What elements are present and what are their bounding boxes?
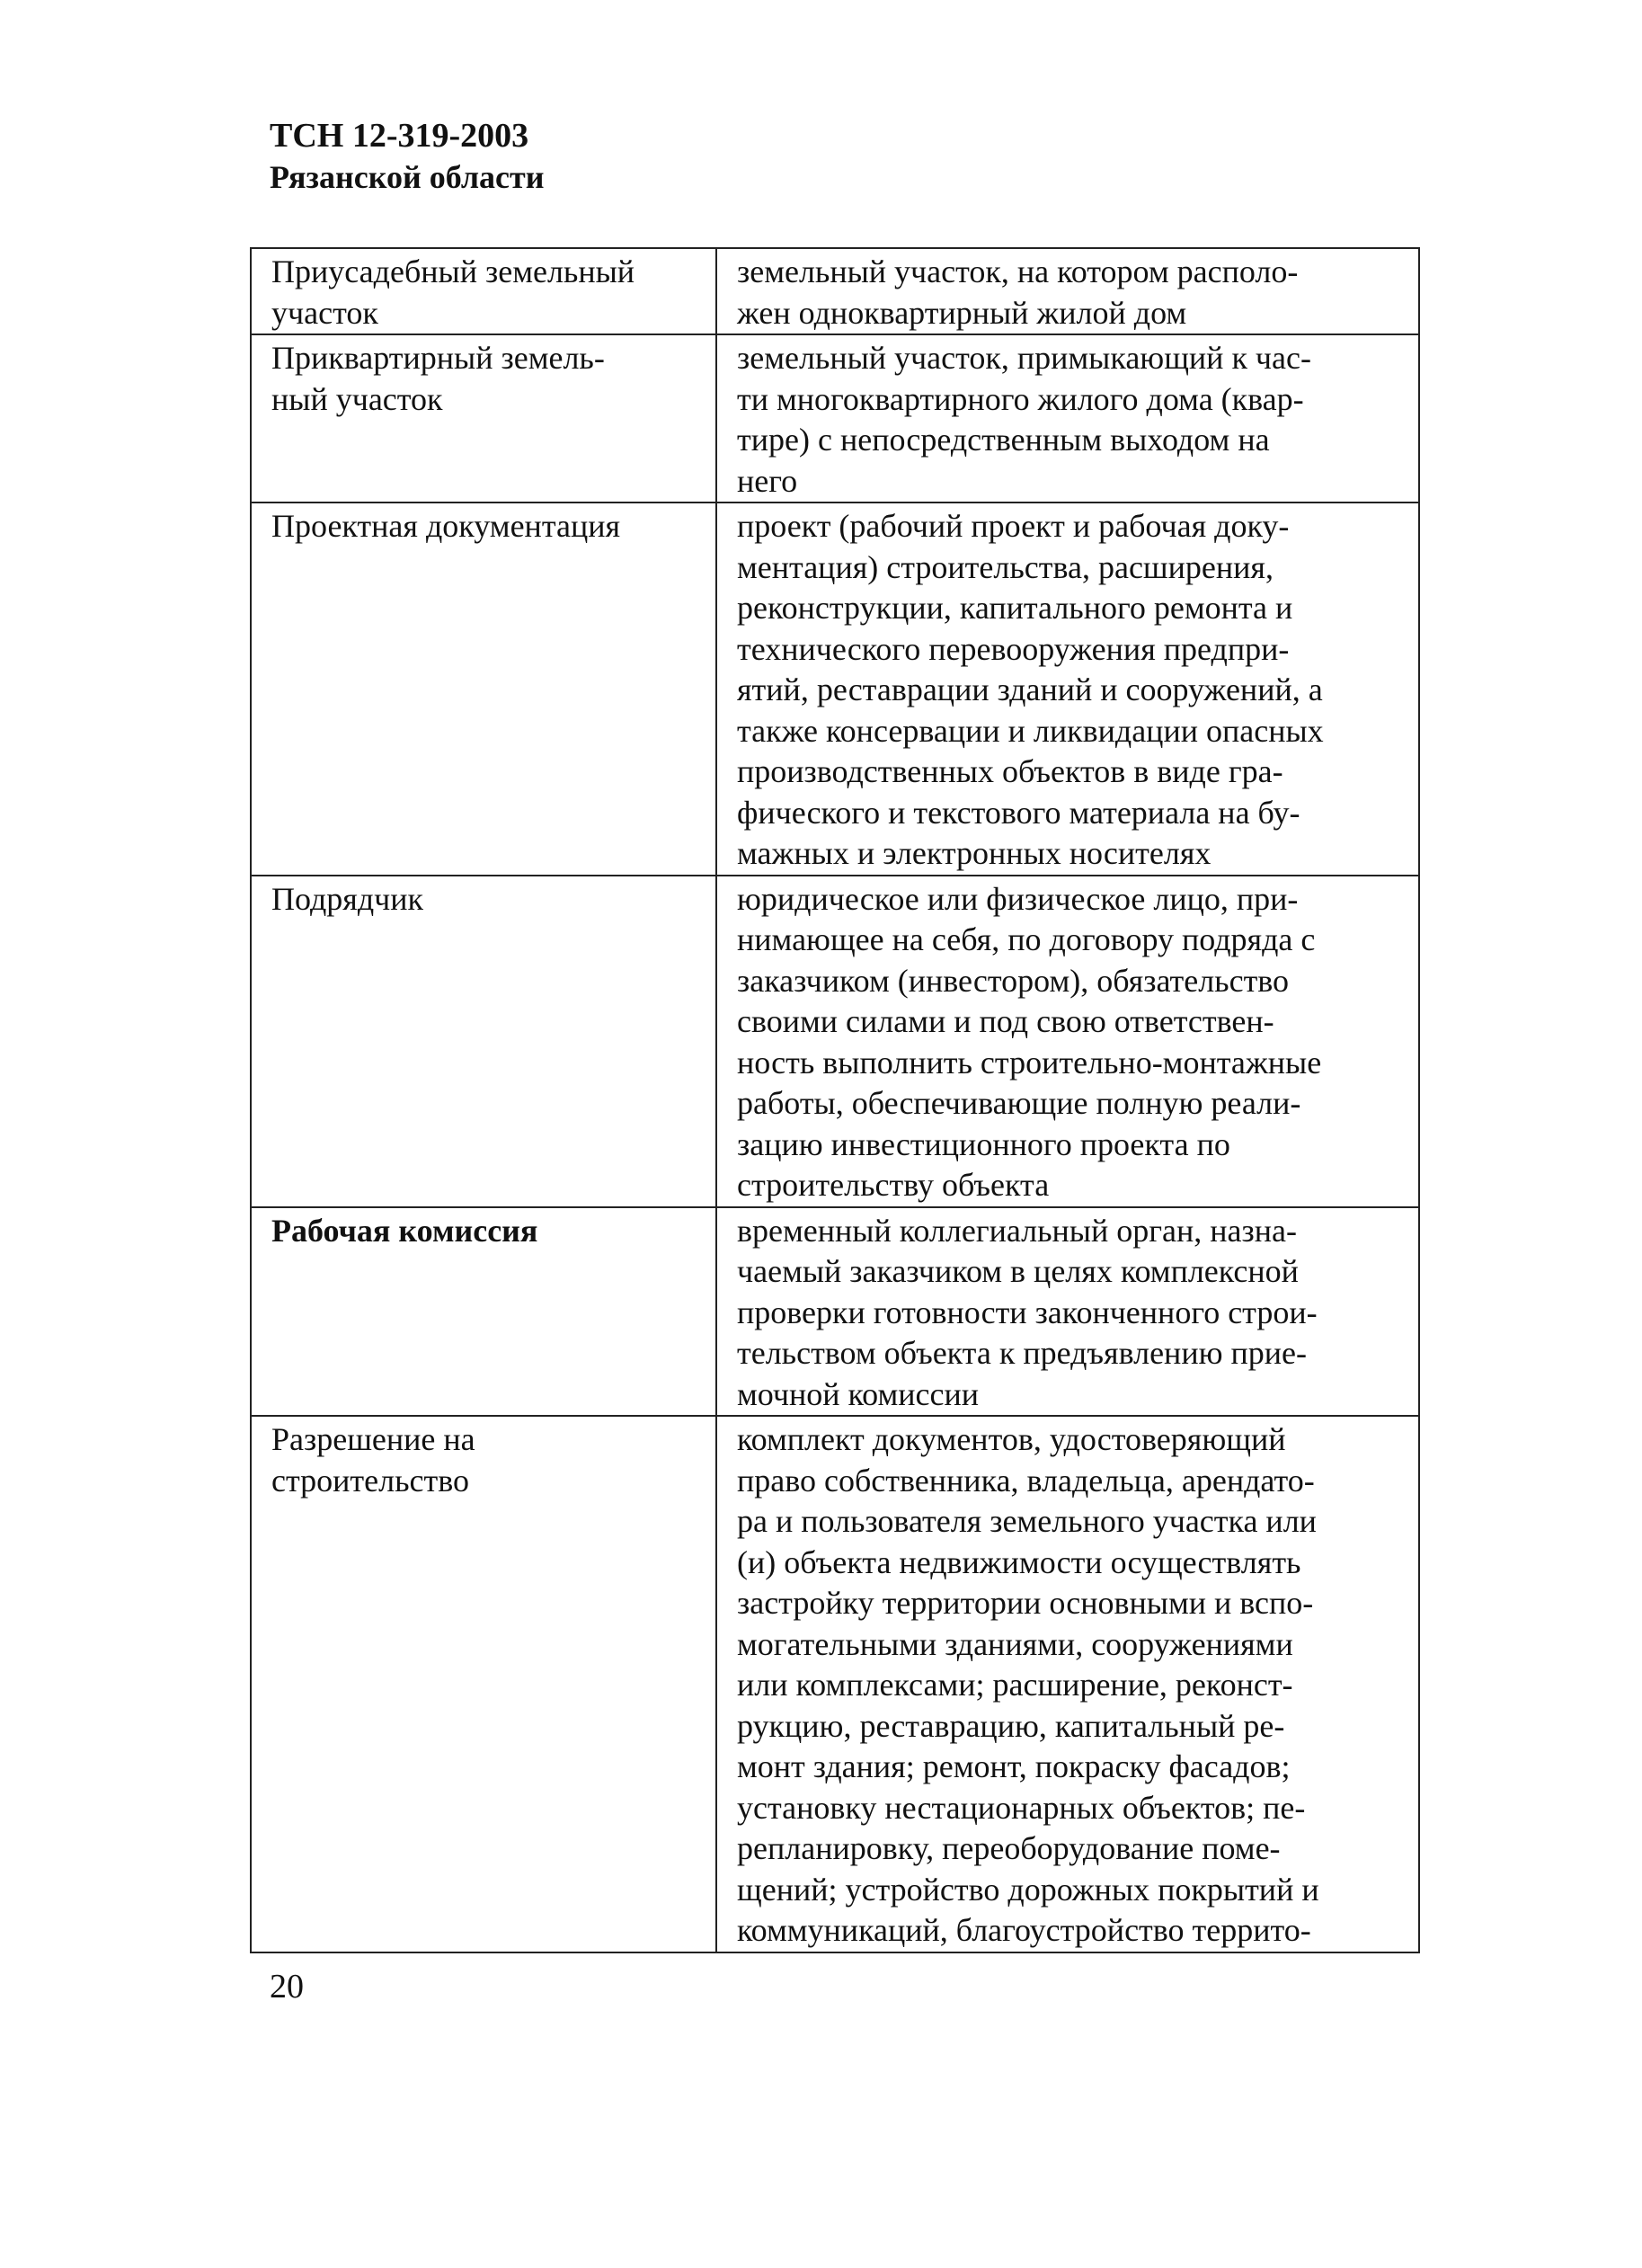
definition-line: ра и пользователя земельного участка или (737, 1503, 1317, 1539)
table-row (251, 1207, 1419, 1417)
terms-table-body (251, 248, 1419, 1952)
terms-table (250, 247, 1420, 1953)
definition-line: коммуникаций, благоустройство террито- (737, 1912, 1311, 1948)
definition-line: временный коллегиальный орган, назна- (737, 1212, 1297, 1249)
term-cell (251, 1207, 716, 1417)
definition-cell (716, 1207, 1419, 1417)
term-line: Разрешение на (271, 1421, 475, 1457)
definition-line: зацию инвестиционного проекта по (737, 1125, 1230, 1162)
definition-line: фического и текстового материала на бу- (737, 794, 1300, 831)
definition-line: заказчиком (инвестором), обязательство (737, 962, 1290, 999)
document-region: Рязанской области (270, 159, 545, 195)
term-line: ный участок (271, 380, 443, 417)
definition-cell (716, 334, 1419, 503)
term-cell (251, 248, 716, 334)
definition-line: жен одноквартирный жилой дом (737, 294, 1187, 331)
definition-cell (716, 503, 1419, 876)
definition-line: репланировку, переоборудование поме- (737, 1830, 1281, 1866)
term-line: Рабочая комиссия (271, 1212, 538, 1249)
document-code: ТСН 12-319-2003 (270, 117, 529, 155)
definition-cell (716, 876, 1419, 1207)
definition-line: юридическое или физическое лицо, при- (737, 880, 1299, 917)
term-line: Проектная документация (271, 508, 621, 544)
definition-line: реконструкции, капитального ремонта и (737, 590, 1293, 626)
definition-cell (716, 1416, 1419, 1952)
definition-line: тельством объекта к предъявлению прие- (737, 1335, 1307, 1371)
definition-line: проверки готовности законченного строи- (737, 1294, 1318, 1330)
definition-line: установку нестационарных объектов; пе- (737, 1789, 1306, 1826)
definition-line: могательными зданиями, сооружениями (737, 1625, 1293, 1662)
definition-cell (716, 248, 1419, 334)
definition-line: своими силами и под свою ответствен- (737, 1003, 1274, 1039)
term-line: участок (271, 294, 378, 331)
table-row (251, 876, 1419, 1207)
term-cell (251, 1416, 716, 1952)
table-row (251, 334, 1419, 503)
definition-line: рукцию, реставрацию, капитальный ре- (737, 1707, 1285, 1744)
definition-line: ятий, реставрации зданий и сооружений, а (737, 672, 1323, 707)
definition-line: комплект документов, удостоверяющий (737, 1421, 1286, 1457)
term-line: Подрядчик (271, 880, 424, 917)
document-header (270, 115, 544, 198)
definition-line: или комплексами; расширение, реконст- (737, 1667, 1293, 1703)
table-row (251, 248, 1419, 334)
term-cell (251, 334, 716, 503)
term-cell (251, 876, 716, 1207)
definition-line: ность выполнить строительно-монтажные (737, 1044, 1322, 1081)
term-cell (251, 503, 716, 876)
definition-line: строительству объекта (737, 1167, 1050, 1203)
definition-line: (и) объекта недвижимости осуществлять (737, 1543, 1301, 1580)
term-line: Приусадебный земельный (271, 253, 635, 289)
definition-line: работы, обеспечивающие полную реали- (737, 1085, 1301, 1121)
definition-line: ментация) строительства, расширения, (737, 548, 1274, 585)
definition-line: щений; устройство дорожных покрытий и (737, 1871, 1319, 1908)
term-line: строительство (271, 1462, 469, 1499)
definition-line: нимающее на себя, по договору подряда с (737, 921, 1316, 957)
definition-line: тире) с непосредственным выходом на (737, 422, 1270, 458)
definition-line: производственных объектов в виде гра- (737, 753, 1283, 789)
definition-line: него (737, 462, 798, 499)
definition-line: застройку территории основными и вспо- (737, 1585, 1314, 1621)
definition-line: ти многоквартирного жилого дома (квар- (737, 380, 1304, 417)
table-row (251, 1416, 1419, 1952)
definition-line: монт здания; ремонт, покраску фасадов; (737, 1748, 1291, 1784)
definition-line: технического перевооружения предпри- (737, 630, 1290, 667)
definition-line: земельный участок, примыкающий к час- (737, 340, 1311, 376)
definition-line: чаемый заказчиком в целях комплексной (737, 1253, 1299, 1289)
definition-line: мочной комиссии (737, 1375, 979, 1412)
definition-line: проект (рабочий проект и рабочая доку- (737, 508, 1290, 544)
table-row (251, 503, 1419, 876)
page-number: 20 (270, 1968, 304, 2006)
definition-line: земельный участок, на котором располо- (737, 253, 1299, 289)
definition-line: право собственника, владельца, арендато- (737, 1462, 1315, 1499)
definition-line: мажных и электронных носителях (737, 835, 1212, 871)
definition-line: также консервации и ликвидации опасных (737, 712, 1324, 749)
term-line: Приквартирный земель- (271, 340, 605, 376)
